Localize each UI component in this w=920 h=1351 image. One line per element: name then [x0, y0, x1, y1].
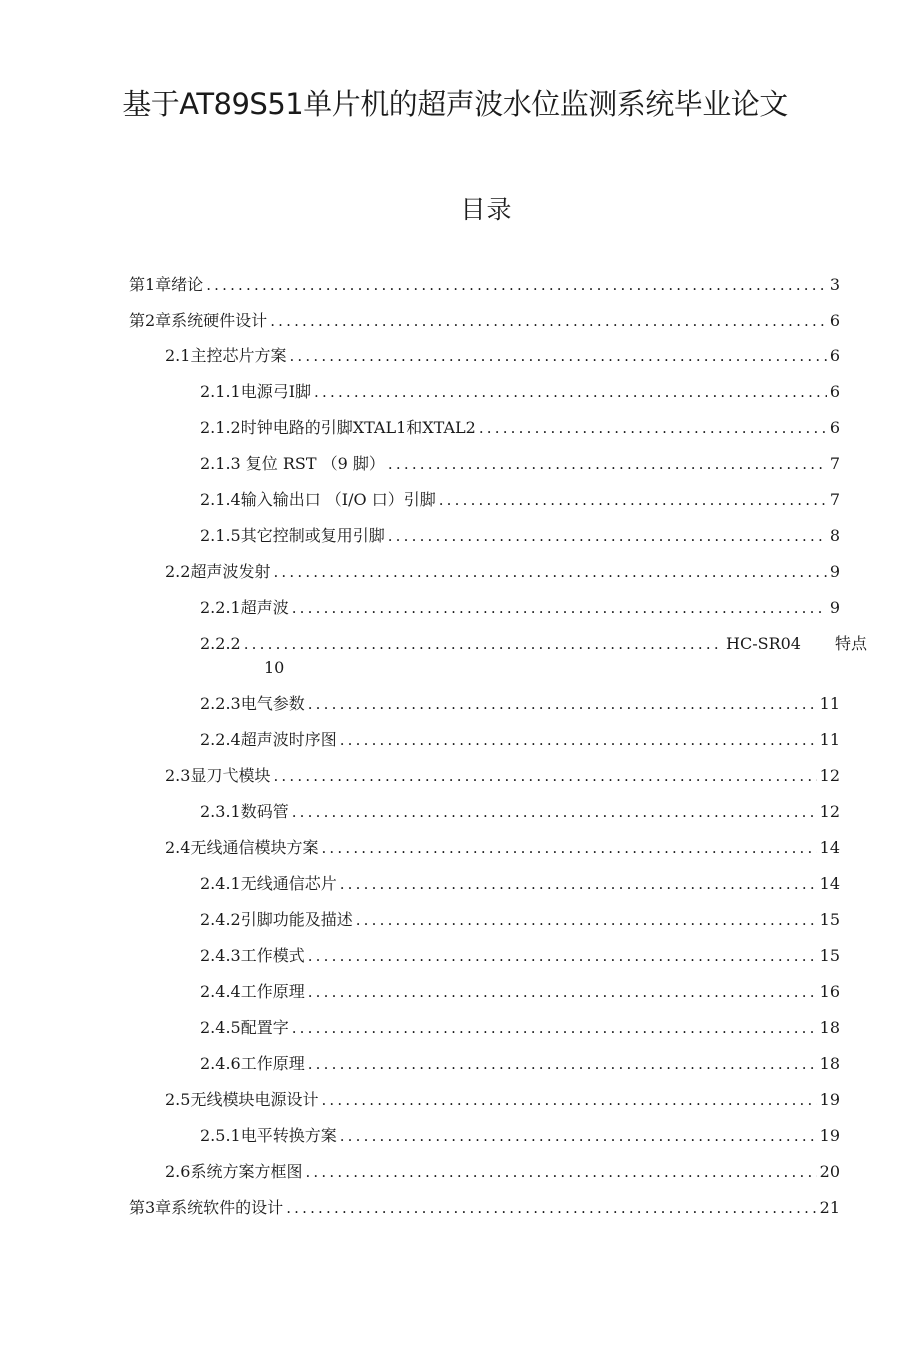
toc-entry-page: 11 [819, 694, 840, 713]
toc-entry-page: 19 [819, 1126, 840, 1145]
toc-entry[interactable] [200, 632, 867, 656]
toc-entry-page: 9 [829, 598, 840, 617]
toc-entry-page: 9 [829, 562, 840, 581]
toc-leader-dots [292, 596, 827, 620]
toc-leader-dots [292, 800, 817, 824]
toc-leader-dots [289, 344, 826, 368]
toc-leader-dots [270, 309, 827, 333]
toc-leader-dots [292, 1016, 817, 1040]
toc-entry-label-part: 特点 [834, 634, 867, 653]
toc-entry-label: 2.1.4输入输出口 （I/O 口）引脚 [200, 490, 436, 509]
toc-entry-label: 2.4.4工作原理 [200, 982, 305, 1001]
toc-entry[interactable] [200, 1124, 840, 1148]
toc-leader-dots [479, 416, 827, 440]
toc-leader-dots [273, 560, 826, 584]
toc-entry[interactable] [200, 728, 840, 752]
toc-entry-page: 6 [829, 382, 840, 401]
toc-entry[interactable] [200, 944, 840, 968]
toc-entry-page: 19 [819, 1090, 840, 1109]
toc-entry-page: 14 [819, 838, 840, 857]
toc-leader-dots [356, 908, 817, 932]
toc-entry[interactable] [165, 344, 840, 368]
toc-entry-page: 8 [829, 526, 840, 545]
toc-entry-label: 2.4.5配置字 [200, 1018, 289, 1037]
toc-entry-label: 2.1.1电源弓I脚 [200, 382, 312, 401]
toc-entry-label: 2.2.2 [200, 634, 241, 653]
toc-entry[interactable] [200, 596, 840, 620]
toc-entry[interactable] [200, 416, 840, 440]
toc-entry-label: 2.3.1数码管 [200, 802, 289, 821]
toc-entry-page: 6 [829, 311, 840, 330]
toc-leader-dots [286, 1196, 816, 1220]
toc-entry-page: 18 [819, 1054, 840, 1073]
toc-leader-dots [308, 1052, 817, 1076]
toc-entry[interactable] [200, 692, 840, 716]
toc-leader-dots [244, 632, 721, 656]
toc-entry-label: 2.4.1无线通信芯片 [200, 874, 337, 893]
toc-entry[interactable] [200, 1016, 840, 1040]
toc-entry-label: 2.1.2时钟电路的引脚XTAL1和XTAL2 [200, 418, 476, 437]
toc-entry[interactable] [165, 836, 840, 860]
toc-entry[interactable] [200, 800, 840, 824]
toc-leader-dots [388, 452, 827, 476]
toc-entry[interactable] [165, 560, 840, 584]
toc-entry-page: 12 [819, 766, 840, 785]
toc-entry-label: 2.2.4超声波时序图 [200, 730, 337, 749]
toc-entry[interactable] [200, 1052, 840, 1076]
toc-entry-label: 第1章绪论 [129, 275, 204, 294]
toc-entry-page: 11 [819, 730, 840, 749]
toc-entry-label: 第2章系统硬件设计 [129, 311, 268, 330]
toc-entry[interactable] [200, 452, 840, 476]
toc-entry[interactable] [200, 980, 840, 1004]
toc-entry-page: 18 [819, 1018, 840, 1037]
toc-entry-page: 20 [819, 1162, 840, 1181]
toc-entry[interactable] [165, 1088, 840, 1112]
toc-leader-dots [340, 728, 817, 752]
toc-entry[interactable] [129, 1196, 840, 1220]
toc-leader-dots [439, 488, 827, 512]
toc-leader-dots [321, 1088, 816, 1112]
toc-entry-page: 7 [829, 454, 840, 473]
toc-entry-page: 7 [829, 490, 840, 509]
toc-entry[interactable] [200, 488, 840, 512]
document-title: 基于AT89S51单片机的超声波水位监测系统毕业论文 [122, 87, 788, 121]
toc-entry-label: 2.1.3 复位 RST （9 脚） [200, 454, 385, 473]
toc-entry-label: 2.2.1超声波 [200, 598, 289, 617]
toc-entry[interactable] [200, 908, 840, 932]
toc-leader-dots [308, 692, 817, 716]
toc-entry-label-part: HC-SR04 [726, 634, 801, 653]
toc-entry-page: 6 [829, 346, 840, 365]
toc-leader-dots [206, 273, 827, 297]
toc-entry[interactable] [165, 764, 840, 788]
toc-leader-dots [340, 1124, 817, 1148]
toc-entry[interactable] [200, 524, 840, 548]
toc-entry-label: 2.2.3电气参数 [200, 694, 305, 713]
toc-entry[interactable] [129, 309, 840, 333]
toc-entry-page: 14 [819, 874, 840, 893]
toc-entry-label: 2.5无线模块电源设计 [165, 1090, 319, 1109]
toc-heading: 目录 [460, 195, 513, 224]
toc-leader-dots [314, 380, 827, 404]
toc-entry-label: 2.4.6工作原理 [200, 1054, 305, 1073]
toc-entry[interactable] [200, 380, 840, 404]
toc-leader-dots [308, 944, 817, 968]
toc-entry-page: 21 [819, 1198, 840, 1217]
toc-entry-label: 2.2超声波发射 [165, 562, 271, 581]
toc-entry-page: 10 [264, 658, 285, 677]
toc-entry-label: 第3章系统软件的设计 [129, 1198, 284, 1217]
toc-entry[interactable] [165, 1160, 840, 1184]
toc-entry-label: 2.4.2引脚功能及描述 [200, 910, 353, 929]
toc-entry-page: 3 [829, 275, 840, 294]
toc-leader-dots [321, 836, 816, 860]
toc-entry-page: 6 [829, 418, 840, 437]
toc-entry[interactable] [129, 273, 840, 297]
toc-entry-page: 15 [819, 910, 840, 929]
toc-entry-label: 2.4.3工作模式 [200, 946, 305, 965]
toc-leader-dots [273, 764, 816, 788]
toc-entry-page: 12 [819, 802, 840, 821]
toc-leader-dots [340, 872, 817, 896]
toc-entry-label: 2.5.1电平转换方案 [200, 1126, 337, 1145]
toc-entry-label: 2.4无线通信模块方案 [165, 838, 319, 857]
toc-leader-dots [308, 980, 817, 1004]
toc-entry-label: 2.1主控芯片方案 [165, 346, 287, 365]
toc-entry-label: 2.6系统方案方框图 [165, 1162, 303, 1181]
toc-entry-label: 2.3显刀弋模块 [165, 766, 271, 785]
toc-leader-dots [305, 1160, 816, 1184]
toc-entry-label-suffix [726, 632, 867, 656]
toc-entry-label: 2.1.5其它控制或复用引脚 [200, 526, 385, 545]
toc-entry[interactable] [200, 872, 840, 896]
toc-entry-page: 15 [819, 946, 840, 965]
toc-entry-page: 16 [819, 982, 840, 1001]
toc-leader-dots [388, 524, 827, 548]
